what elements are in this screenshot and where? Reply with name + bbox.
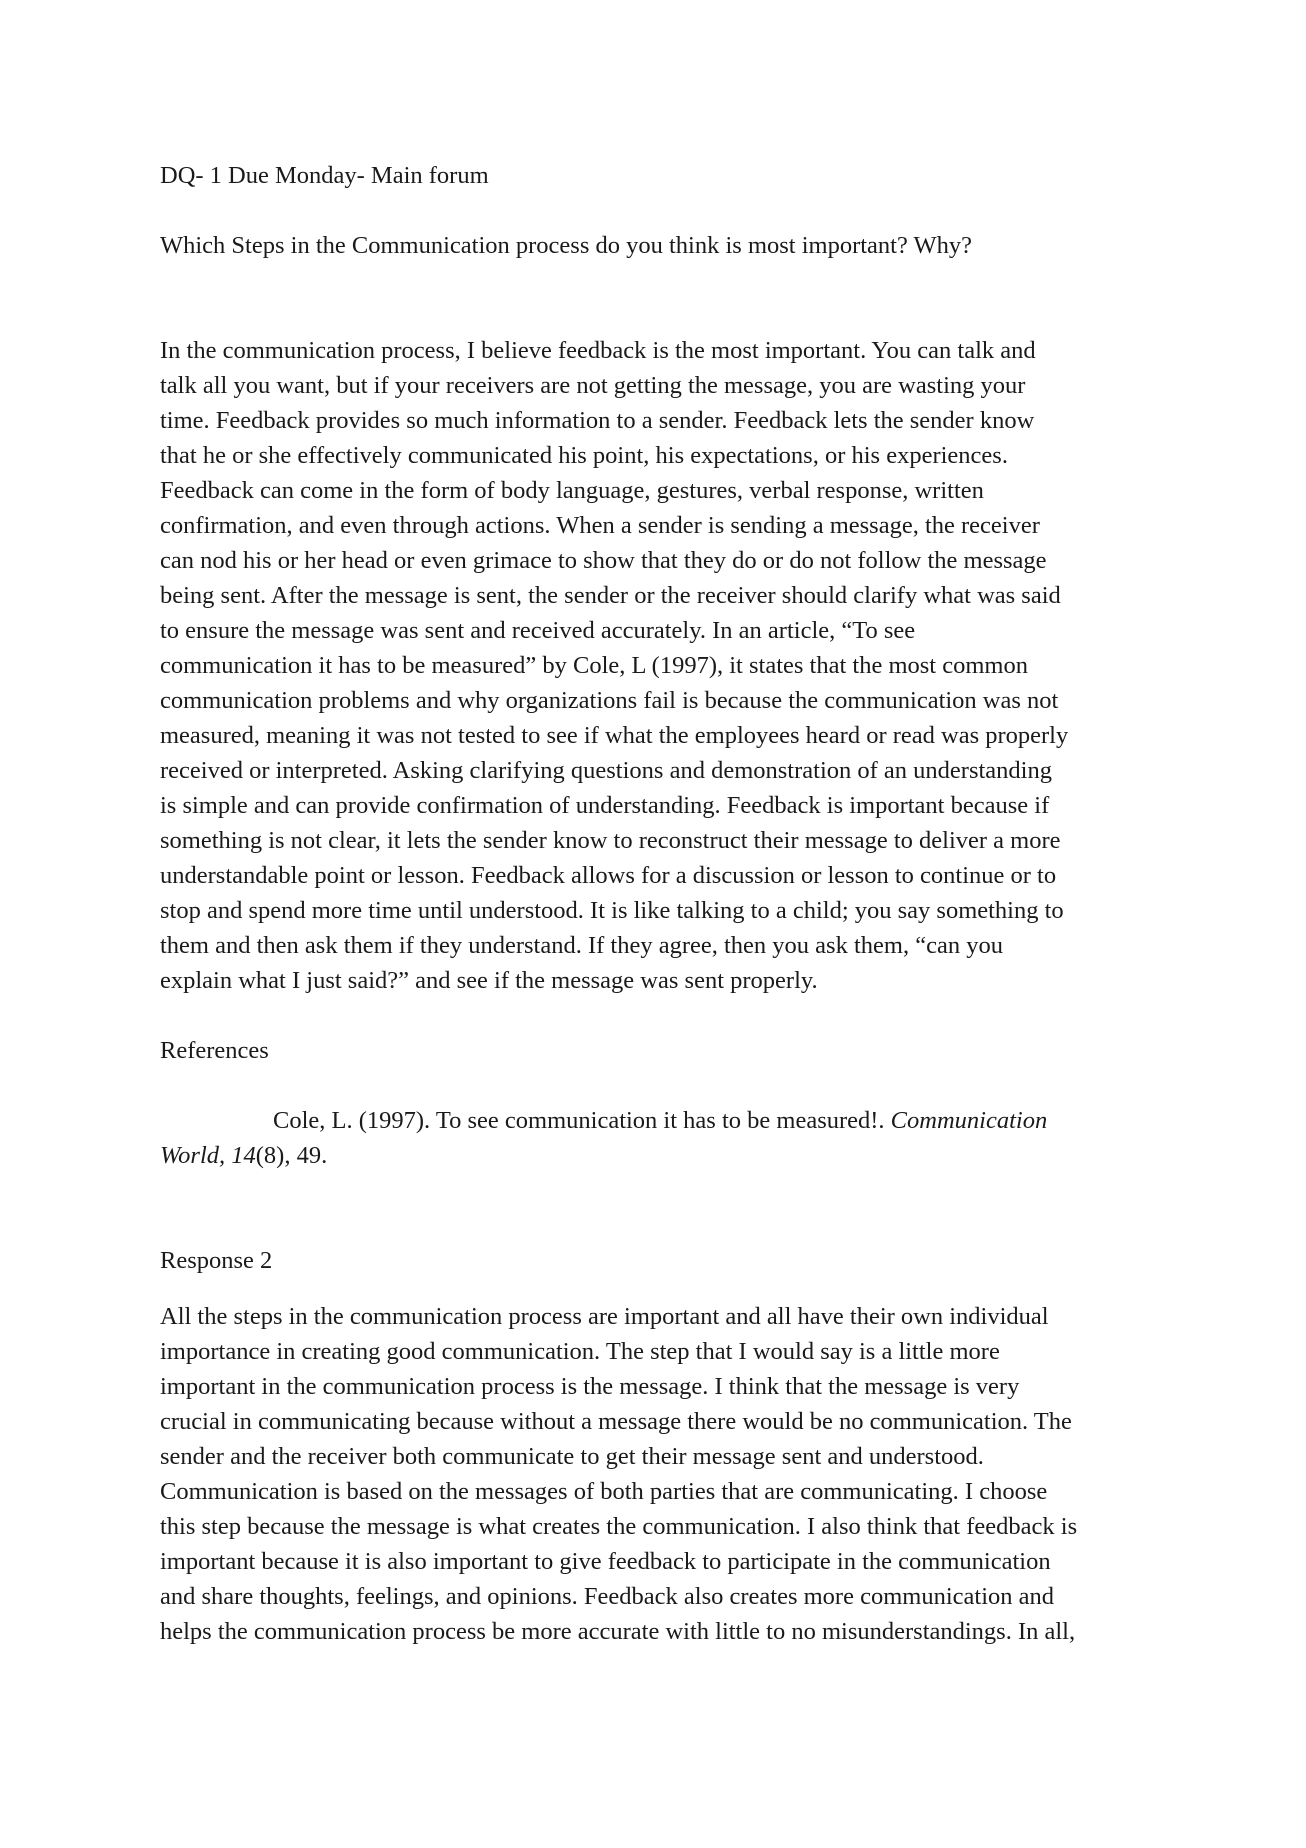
reference-line-2 — [160, 1138, 1160, 1173]
paragraph-line: confirmation, and even through actions. When a sender is sending a message, the receiver — [160, 512, 1040, 539]
paragraph-line: and share thoughts, feelings, and opinions. Feedback also creates more communication and — [160, 1583, 1054, 1610]
paragraph-line: explain what I just said?” and see if the message was sent properly. — [160, 967, 818, 994]
response-2-paragraph — [160, 1299, 1160, 1649]
paragraph-line: that he or she effectively communicated his point, his expectations, or his experiences. — [160, 442, 1008, 469]
paragraph-line: something is not clear, it lets the sender know to reconstruct their message to deliver a more — [160, 827, 1061, 854]
journal-name: Communication — [890, 1107, 1048, 1134]
paragraph-line: Communication is based on the messages of both parties that are communicating. I choose — [160, 1478, 1048, 1505]
paragraph-line: communication it has to be measured” by Cole, L (1997), it states that the most common — [160, 652, 1028, 679]
paragraph-line: this step because the message is what creates the communication. I also think that feedback is — [160, 1513, 1078, 1540]
paragraph-line: talk all you want, but if your receivers are not getting the message, you are wasting your — [160, 372, 1026, 399]
spacer — [160, 998, 1160, 1033]
reference-entry — [160, 1103, 1160, 1173]
paragraph-line: time. Feedback provides so much information to a sender. Feedback lets the sender know — [160, 407, 1035, 434]
journal-volume: World, 14 — [160, 1142, 256, 1169]
response-2-heading: Response 2 — [160, 1247, 273, 1274]
paragraph-line: to ensure the message was sent and received accurately. In an article, “To see — [160, 617, 916, 644]
paragraph-line: them and then ask them if they understand. If they agree, then you ask them, “can you — [160, 932, 1003, 959]
paragraph-line: stop and spend more time until understood. It is like talking to a child; you say something to — [160, 897, 1064, 924]
paragraph-line: Feedback can come in the form of body language, gestures, verbal response, written — [160, 477, 984, 504]
reference-line-1 — [160, 1103, 1160, 1138]
issue-pages: (8), 49. — [255, 1142, 328, 1169]
paragraph-line: can nod his or her head or even grimace to show that they do or do not follow the message — [160, 547, 1047, 574]
paragraph-line: received or interpreted. Asking clarifying questions and demonstration of an understanding — [160, 757, 1052, 784]
paragraph-line: important because it is also important to give feedback to participate in the communication — [160, 1548, 1051, 1575]
paragraph-line: measured, meaning it was not tested to see if what the employees heard or read was properly — [160, 722, 1069, 749]
paragraph-line: helps the communication process be more accurate with little to no misunderstandings. In all, — [160, 1618, 1076, 1645]
document-title: DQ- 1 Due Monday- Main forum — [160, 162, 489, 189]
paragraph-line: sender and the receiver both communicate to get their message sent and understood. — [160, 1443, 984, 1470]
paragraph-line: crucial in communicating because without a message there would be no communication. The — [160, 1408, 1072, 1435]
spacer — [160, 1173, 1160, 1243]
references-heading: References — [160, 1037, 269, 1064]
paragraph-line: All the steps in the communication process are important and all have their own individual — [160, 1303, 1049, 1330]
paragraph-line: understandable point or lesson. Feedback allows for a discussion or lesson to continue or to — [160, 862, 1057, 889]
discussion-question: Which Steps in the Communication process do you think is most important? Why? — [160, 232, 973, 259]
paragraph-line: being sent. After the message is sent, the sender or the receiver should clarify what was said — [160, 582, 1061, 609]
paragraph-line: important in the communication process is the message. I think that the message is very — [160, 1373, 1020, 1400]
document-content — [160, 158, 1160, 1649]
paragraph-line: is simple and can provide confirmation of understanding. Feedback is important because if — [160, 792, 1050, 819]
response-1-paragraph — [160, 333, 1160, 998]
paragraph-line: importance in creating good communication. The step that I would say is a little more — [160, 1338, 1000, 1365]
spacer — [160, 1068, 1160, 1103]
spacer — [160, 1278, 1160, 1299]
paragraph-line: communication problems and why organizations fail is because the communication was not — [160, 687, 1059, 714]
paragraph-line: In the communication process, I believe feedback is the most important. You can talk and — [160, 337, 1036, 364]
spacer — [160, 263, 1160, 333]
reference-text: Cole, L. (1997). To see communication it has to be measured!. — [273, 1107, 891, 1134]
spacer — [160, 193, 1160, 228]
